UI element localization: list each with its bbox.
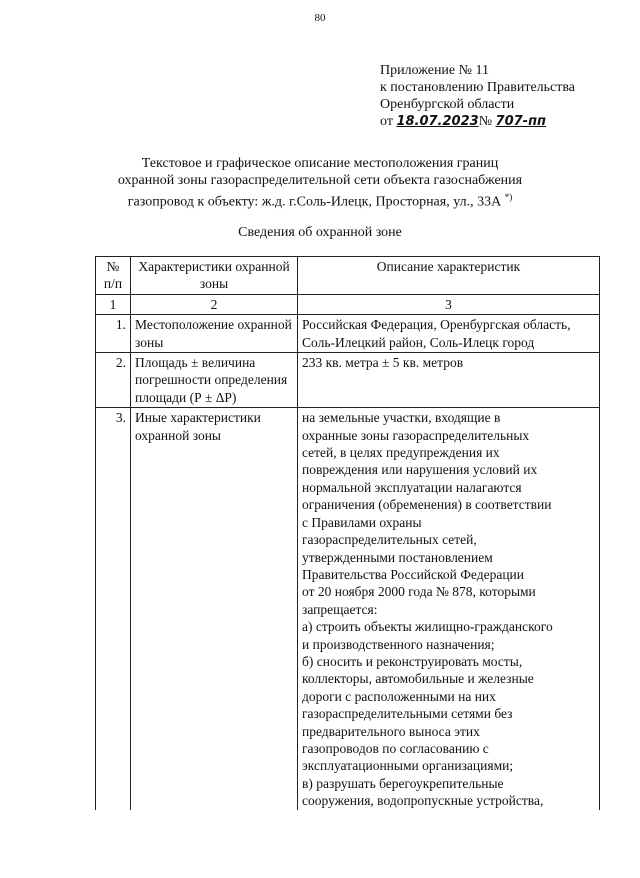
column-number-3: 3	[298, 294, 600, 314]
table-row	[96, 315, 600, 353]
header-characteristic: Характеристики охранной зоны	[131, 257, 298, 295]
row-number: 3.	[96, 408, 131, 810]
description-line: охранные зоны газораспределительных	[302, 427, 530, 443]
description-line: в) разрушать берегоукрепительные	[302, 775, 504, 791]
description-line: утвержденными постановлением	[302, 549, 493, 565]
header-number: № п/п	[96, 257, 131, 295]
appendix-line-1: Приложение № 11	[380, 63, 489, 78]
row-characteristic: Иные характеристики охранной зоны	[131, 408, 298, 810]
description-line: газораспределительных сетей,	[302, 532, 477, 548]
description-line: повреждения или нарушения условий их	[302, 462, 538, 478]
number-label: №	[478, 114, 493, 129]
description-line: газораспределительными сетями без	[302, 706, 513, 722]
column-number-1: 1	[96, 294, 131, 314]
row-description: Российская Федерация, Оренбургская область, Соль-Илецкий район, Соль-Илецк город	[298, 315, 600, 353]
page-number: 80	[314, 12, 326, 24]
description-line: сооружения, водопропускные устройства,	[302, 793, 544, 809]
description-line: Правительства Российской Федерации	[302, 566, 524, 582]
appendix-date-line	[380, 113, 575, 130]
row-number: 1.	[96, 315, 131, 353]
description-line: дороги с расположенными на них	[302, 688, 496, 704]
handwritten-date: 18.07.2023	[396, 114, 479, 129]
from-label: от	[380, 114, 393, 129]
description-line: эксплуатационными организациями;	[302, 758, 514, 774]
appendix-line-2: к постановлению Правительства	[380, 80, 576, 95]
description-line: с Правилами охраны	[302, 514, 422, 530]
description-line: от 20 ноября 2000 года № 878, которыми	[302, 584, 536, 600]
row-number: 2.	[96, 353, 131, 408]
description-line: газопроводов по согласованию с	[302, 740, 489, 756]
protection-zone-table	[95, 256, 600, 810]
description-line: запрещается:	[302, 601, 378, 617]
row-characteristic: Площадь ± величина погрешности определения площади (Р ± ΔР)	[131, 353, 298, 408]
row-description: 233 кв. метра ± 5 кв. метров	[298, 353, 600, 408]
description-line: на земельные участки, входящие в	[302, 410, 501, 426]
description-line: а) строить объекты жилищно-гражданского	[302, 619, 553, 635]
table-row	[96, 408, 600, 810]
appendix-block	[380, 62, 575, 130]
description-line: коллекторы, автомобильные и железные	[302, 671, 534, 687]
column-number-2: 2	[131, 294, 298, 314]
appendix-line-3: Оренбургской области	[380, 97, 515, 112]
footnote-mark: *)	[504, 192, 513, 202]
header-description: Описание характеристик	[298, 257, 600, 295]
title-line-3	[90, 189, 550, 211]
table-column-numbers-row	[96, 294, 600, 314]
table-header-row	[96, 257, 600, 295]
description-line: нормальной эксплуатации налагаются	[302, 479, 522, 495]
description-line: сетей, в целях предупреждения их	[302, 445, 500, 461]
row-characteristic: Местоположение охранной зоны	[131, 315, 298, 353]
row-description	[298, 408, 600, 810]
title-line-1: Текстовое и графическое описание местоположения границ	[141, 156, 499, 171]
description-line: б) сносить и реконструировать мосты,	[302, 653, 523, 669]
description-line: ограничения (обременения) в соответствии	[302, 497, 552, 513]
section-subtitle: Сведения об охранной зоне	[238, 225, 402, 240]
handwritten-number: 707-пп	[495, 114, 547, 129]
title-line-2: охранной зоны газораспределительной сети объекта газоснабжения	[117, 173, 523, 188]
document-title	[90, 155, 550, 211]
table-row	[96, 353, 600, 408]
description-line: предварительного выноса этих	[302, 723, 480, 739]
title-line-3-text: газопровод к объекту: ж.д. г.Соль-Илецк, Просторная, ул., 33А	[127, 194, 502, 210]
description-line: и производственного назначения;	[302, 636, 495, 652]
